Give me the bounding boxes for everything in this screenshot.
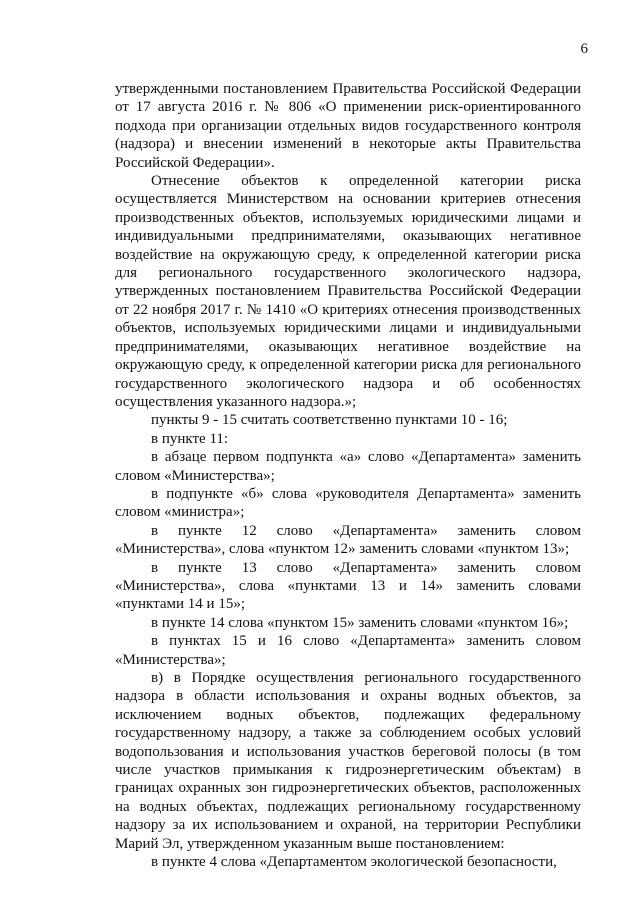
paragraph-item-11-b: в подпункте «б» слова «руководителя Департамента» заменить словом «министра»; [115, 485, 581, 521]
paragraph-renumber-items: пункты 9 - 15 считать соответственно пунктами 10 - 16; [151, 412, 508, 429]
paragraph-item-11-a: в абзаце первом подпункта «а» слово «Департамента» заменить словом «Министерства»; [115, 449, 581, 484]
paragraph-item-4: в пункте 4 слова «Департаментом экологической безопасности, [151, 854, 557, 871]
paragraph-risk-category: Отнесение объектов к определенной категории риска осуществляется Министерством на основании критериев отнесения производственных объектов, используемых юридическими лицами и индивидуальными предпринимателями, оказывающих негативное воздействие на окружающую среду, к определенной категории риска для регионального государственного экологического надзора, утвержденных постановлением Правительства Российской Федерации от 22 ноября 2017 г. № 1410 «О критериях отнесения производственных объектов, используемых юридическими лицами и индивидуальными предпринимателями, оказывающих негативное воздействие на окружающую среду, к определенной категории риска для регионального государственного экологического надзора и об особенностях осуществления указанного надзора.»; [115, 173, 581, 410]
page-number: 6 [580, 41, 588, 57]
paragraph-item-13: в пункте 13 слово «Департамента» заменить словом «Министерства», слова «пунктами 13 и 14» заменить словами «пунктами 14 и 15»; [115, 559, 581, 613]
paragraph-water-objects-procedure: в) в Порядке осуществления регионального государственного надзора в области использования и охраны водных объектов, за исключением водных объектов, подлежащих федеральному государственному надзору, а также за соблюдением особых условий водопользования и использования участков береговой полосы (в том числе участков примыкания к гидроэнергетическим объектам) в границах охранных зон гидроэнергетических объектов, расположенных на водных объектах, подлежащих региональному государственному надзору за их использованием и охраной, на территории Республики Марий Эл, утвержденном указанным выше постановлением: [115, 670, 581, 852]
paragraph-item-14: в пункте 14 слова «пунктом 15» заменить словами «пунктом 16»; [151, 614, 569, 631]
paragraph-items-15-16: в пунктах 15 и 16 слово «Департамента» заменить словом «Министерства»; [115, 633, 581, 668]
paragraph-continuation: утвержденными постановлением Правительства Российской Федерации от 17 августа 2016 г. № 806 «О применении риск-ориентированного подхода при организации отдельных видов государственного контроля (надзора) и внесении изменений в некоторые акты Правительства Российской Федерации». [115, 81, 581, 171]
paragraph-item-12: в пункте 12 слово «Департамента» заменить словом «Министерства», слова «пунктом 12» заменить словами «пунктом 13»; [115, 522, 581, 558]
document-body [115, 80, 581, 871]
paragraph-item-11-heading: в пункте 11: [151, 430, 229, 447]
